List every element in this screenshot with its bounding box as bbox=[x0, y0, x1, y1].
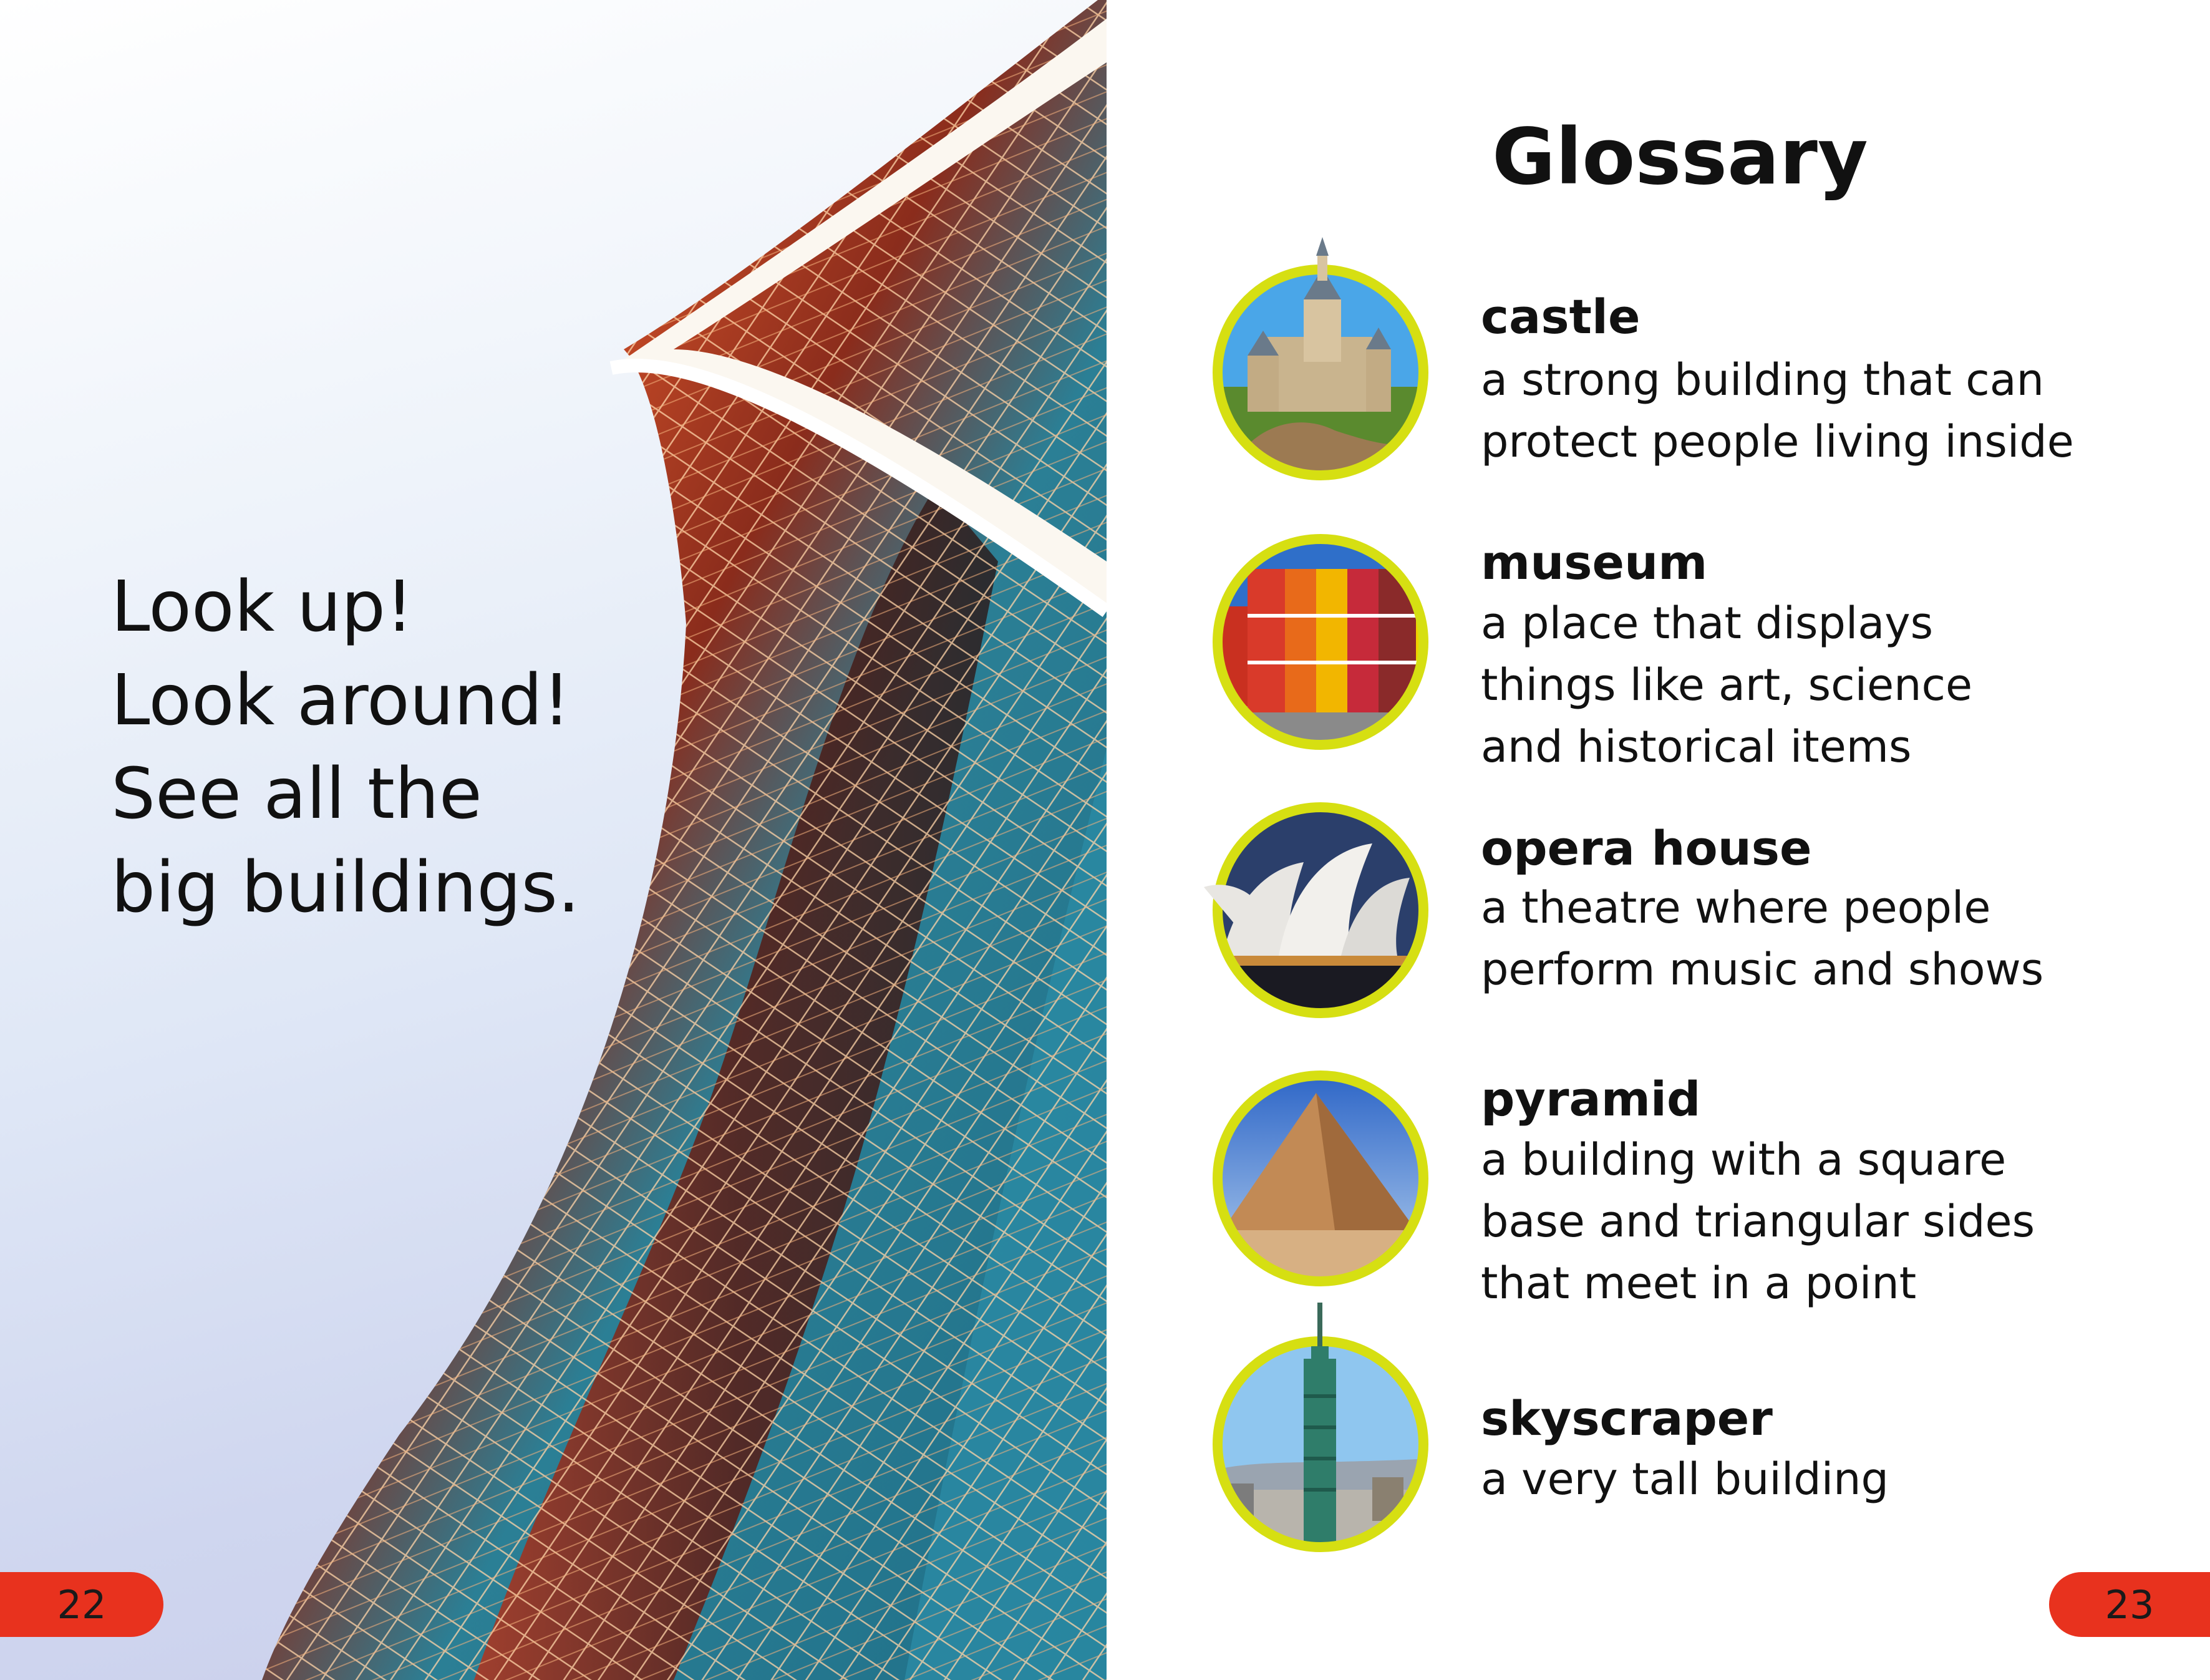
intro-line: See all the bbox=[111, 754, 482, 835]
glossary-definition bbox=[1481, 877, 2043, 1001]
glossary-entry-skyscraper bbox=[1210, 1334, 2183, 1558]
definition-line: that meet in a point bbox=[1481, 1258, 1917, 1309]
glossary-definition bbox=[1481, 349, 2074, 473]
glossary-title: Glossary bbox=[1492, 112, 1868, 202]
glossary-entry-castle bbox=[1210, 262, 2183, 499]
page-number-left: 22 bbox=[0, 1572, 163, 1637]
glossary-entry-opera-house bbox=[1210, 800, 2183, 1024]
intro-text bbox=[111, 560, 672, 935]
castle-photo-icon bbox=[1210, 262, 1431, 483]
page-number-right: 23 bbox=[2049, 1572, 2210, 1637]
glossary-term: castle bbox=[1481, 289, 1641, 344]
definition-line: a strong building that can bbox=[1481, 354, 2044, 405]
definition-line: a very tall building bbox=[1481, 1454, 1889, 1505]
definition-line: base and triangular sides bbox=[1481, 1196, 2035, 1247]
museum-photo-icon bbox=[1210, 532, 1431, 752]
glossary-definition bbox=[1481, 1449, 1889, 1510]
definition-line: a building with a square bbox=[1481, 1134, 2007, 1185]
glossary-term: skyscraper bbox=[1481, 1391, 1773, 1446]
glossary-term: pyramid bbox=[1481, 1071, 1701, 1127]
definition-line: protect people living inside bbox=[1481, 416, 2074, 467]
pyramid-photo-icon bbox=[1210, 1068, 1431, 1289]
definition-line: and historical items bbox=[1481, 721, 1912, 772]
glossary-entry-museum bbox=[1210, 532, 2183, 772]
glossary-entry-pyramid bbox=[1210, 1068, 2183, 1309]
intro-line: big buildings. bbox=[111, 847, 580, 928]
glossary-term: opera house bbox=[1481, 820, 1812, 876]
definition-line: a place that displays bbox=[1481, 598, 1934, 649]
glossary-definition bbox=[1481, 1129, 2035, 1314]
opera-house-photo-icon bbox=[1210, 800, 1431, 1021]
skyscraper-photo-icon bbox=[1210, 1334, 1431, 1555]
definition-line: a theatre where people bbox=[1481, 882, 1991, 933]
intro-line: Look up! bbox=[111, 566, 414, 648]
definition-line: things like art, science bbox=[1481, 659, 1973, 711]
definition-line: perform music and shows bbox=[1481, 944, 2044, 995]
glossary-term: museum bbox=[1481, 535, 1708, 590]
glossary-definition bbox=[1481, 593, 1972, 778]
intro-line: Look around! bbox=[111, 660, 571, 741]
